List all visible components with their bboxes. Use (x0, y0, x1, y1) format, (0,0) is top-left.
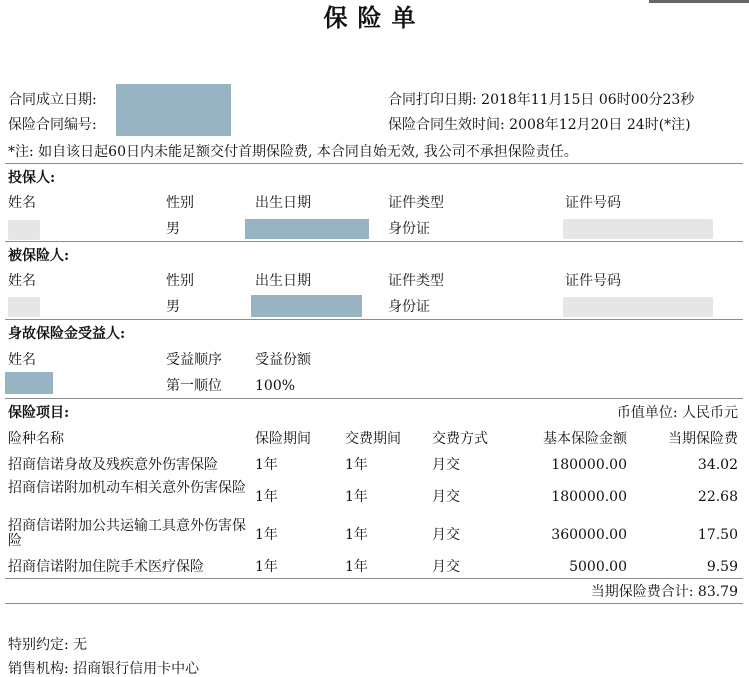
beneficiary-order: 第一顺位 (166, 378, 222, 394)
table-row-amount: 180000.00 (551, 489, 627, 505)
items-header-pay-period: 交费期间 (345, 431, 401, 447)
beneficiary-header-name: 姓名 (8, 352, 36, 368)
beneficiary-header-order: 受益顺序 (166, 352, 222, 368)
table-row-pay-period: 1年 (345, 457, 368, 473)
items-header-amount: 基本保险金额 (543, 431, 627, 447)
blurred-applicant-id-number (563, 219, 713, 239)
items-header-premium: 当期保险费 (668, 431, 738, 447)
insured-header-birth: 出生日期 (255, 273, 311, 289)
applicant-header-id-number: 证件号码 (565, 195, 621, 211)
items-header-period: 保险期间 (255, 431, 311, 447)
table-row-pay-method: 月交 (432, 489, 460, 505)
insured-header-id-type: 证件类型 (388, 273, 444, 289)
premium-total: 当期保险费合计: 83.79 (590, 584, 738, 600)
table-row-pay-method: 月交 (432, 527, 460, 543)
page-title: 保险单 (323, 3, 426, 32)
effective-time: 保险合同生效时间: 2008年12月20日 24时(*注) (388, 117, 691, 133)
insured-header-gender: 性别 (166, 273, 194, 289)
table-row-pay-period: 1年 (345, 489, 368, 505)
table-row-period: 1年 (255, 559, 278, 575)
table-row-name: 招商信诺身故及残疾意外伤害保险 (8, 457, 218, 473)
divider (5, 578, 743, 579)
table-row-pay-method: 月交 (432, 559, 460, 575)
items-heading: 保险项目: (8, 405, 70, 421)
redacted-beneficiary-name (5, 372, 53, 394)
redacted-applicant-birth (245, 219, 369, 239)
insured-heading: 被保险人: (8, 248, 70, 264)
table-row-pay-period: 1年 (345, 559, 368, 575)
contract-note: *注: 如自该日起60日内未能足额交付首期保险费, 本合同自始无效, 我公司不承担保险责任。 (8, 144, 578, 160)
contract-number-label: 保险合同编号: (8, 117, 97, 133)
table-row-premium: 17.50 (697, 527, 738, 543)
table-row-premium: 9.59 (706, 559, 738, 575)
applicant-gender: 男 (166, 221, 180, 237)
blurred-applicant-name (8, 220, 40, 240)
special-agreement: 特别约定: 无 (8, 637, 88, 653)
table-row-premium: 22.68 (697, 489, 738, 505)
table-row-name: 招商信诺附加公共运输工具意外伤害保险 (8, 518, 246, 549)
items-header-name: 险种名称 (8, 431, 64, 447)
divider (5, 603, 743, 604)
insured-header-name: 姓名 (8, 273, 36, 289)
applicant-header-gender: 性别 (166, 195, 194, 211)
divider (5, 163, 743, 164)
beneficiary-header-share: 受益份额 (255, 352, 311, 368)
items-header-pay-method: 交费方式 (432, 431, 488, 447)
table-row-pay-method: 月交 (432, 457, 460, 473)
table-row-amount: 5000.00 (569, 559, 627, 575)
insured-header-id-number: 证件号码 (565, 273, 621, 289)
divider (5, 241, 743, 242)
insured-gender: 男 (166, 299, 180, 315)
corner-mark (649, 0, 749, 3)
established-date-label: 合同成立日期: (8, 92, 97, 108)
table-row-period: 1年 (255, 457, 278, 473)
divider (5, 319, 743, 320)
applicant-header-id-type: 证件类型 (388, 195, 444, 211)
table-row-name: 招商信诺附加机动车相关意外伤害保险 (8, 480, 246, 496)
print-date: 合同打印日期: 2018年11月15日 06时00分23秒 (388, 92, 695, 108)
applicant-header-name: 姓名 (8, 195, 36, 211)
insured-id-type: 身份证 (388, 299, 430, 315)
beneficiary-heading: 身故保险金受益人: (8, 326, 126, 342)
applicant-header-birth: 出生日期 (255, 195, 311, 211)
table-row-pay-period: 1年 (345, 527, 368, 543)
table-row-amount: 180000.00 (551, 457, 627, 473)
table-row-period: 1年 (255, 527, 278, 543)
currency-unit: 币值单位: 人民币元 (616, 405, 738, 421)
beneficiary-share: 100% (255, 378, 296, 394)
table-row-premium: 34.02 (697, 457, 738, 473)
table-row-period: 1年 (255, 489, 278, 505)
redacted-insured-birth (251, 295, 362, 317)
redacted-contract-info (116, 84, 231, 136)
sales-organization: 销售机构: 招商银行信用卡中心 (8, 661, 200, 677)
divider (5, 398, 743, 399)
table-row-amount: 360000.00 (551, 527, 627, 543)
blurred-insured-id-number (563, 297, 713, 317)
applicant-id-type: 身份证 (388, 221, 430, 237)
applicant-heading: 投保人: (8, 170, 56, 186)
table-row-name: 招商信诺附加住院手术医疗保险 (8, 559, 204, 575)
blurred-insured-name (8, 297, 40, 317)
